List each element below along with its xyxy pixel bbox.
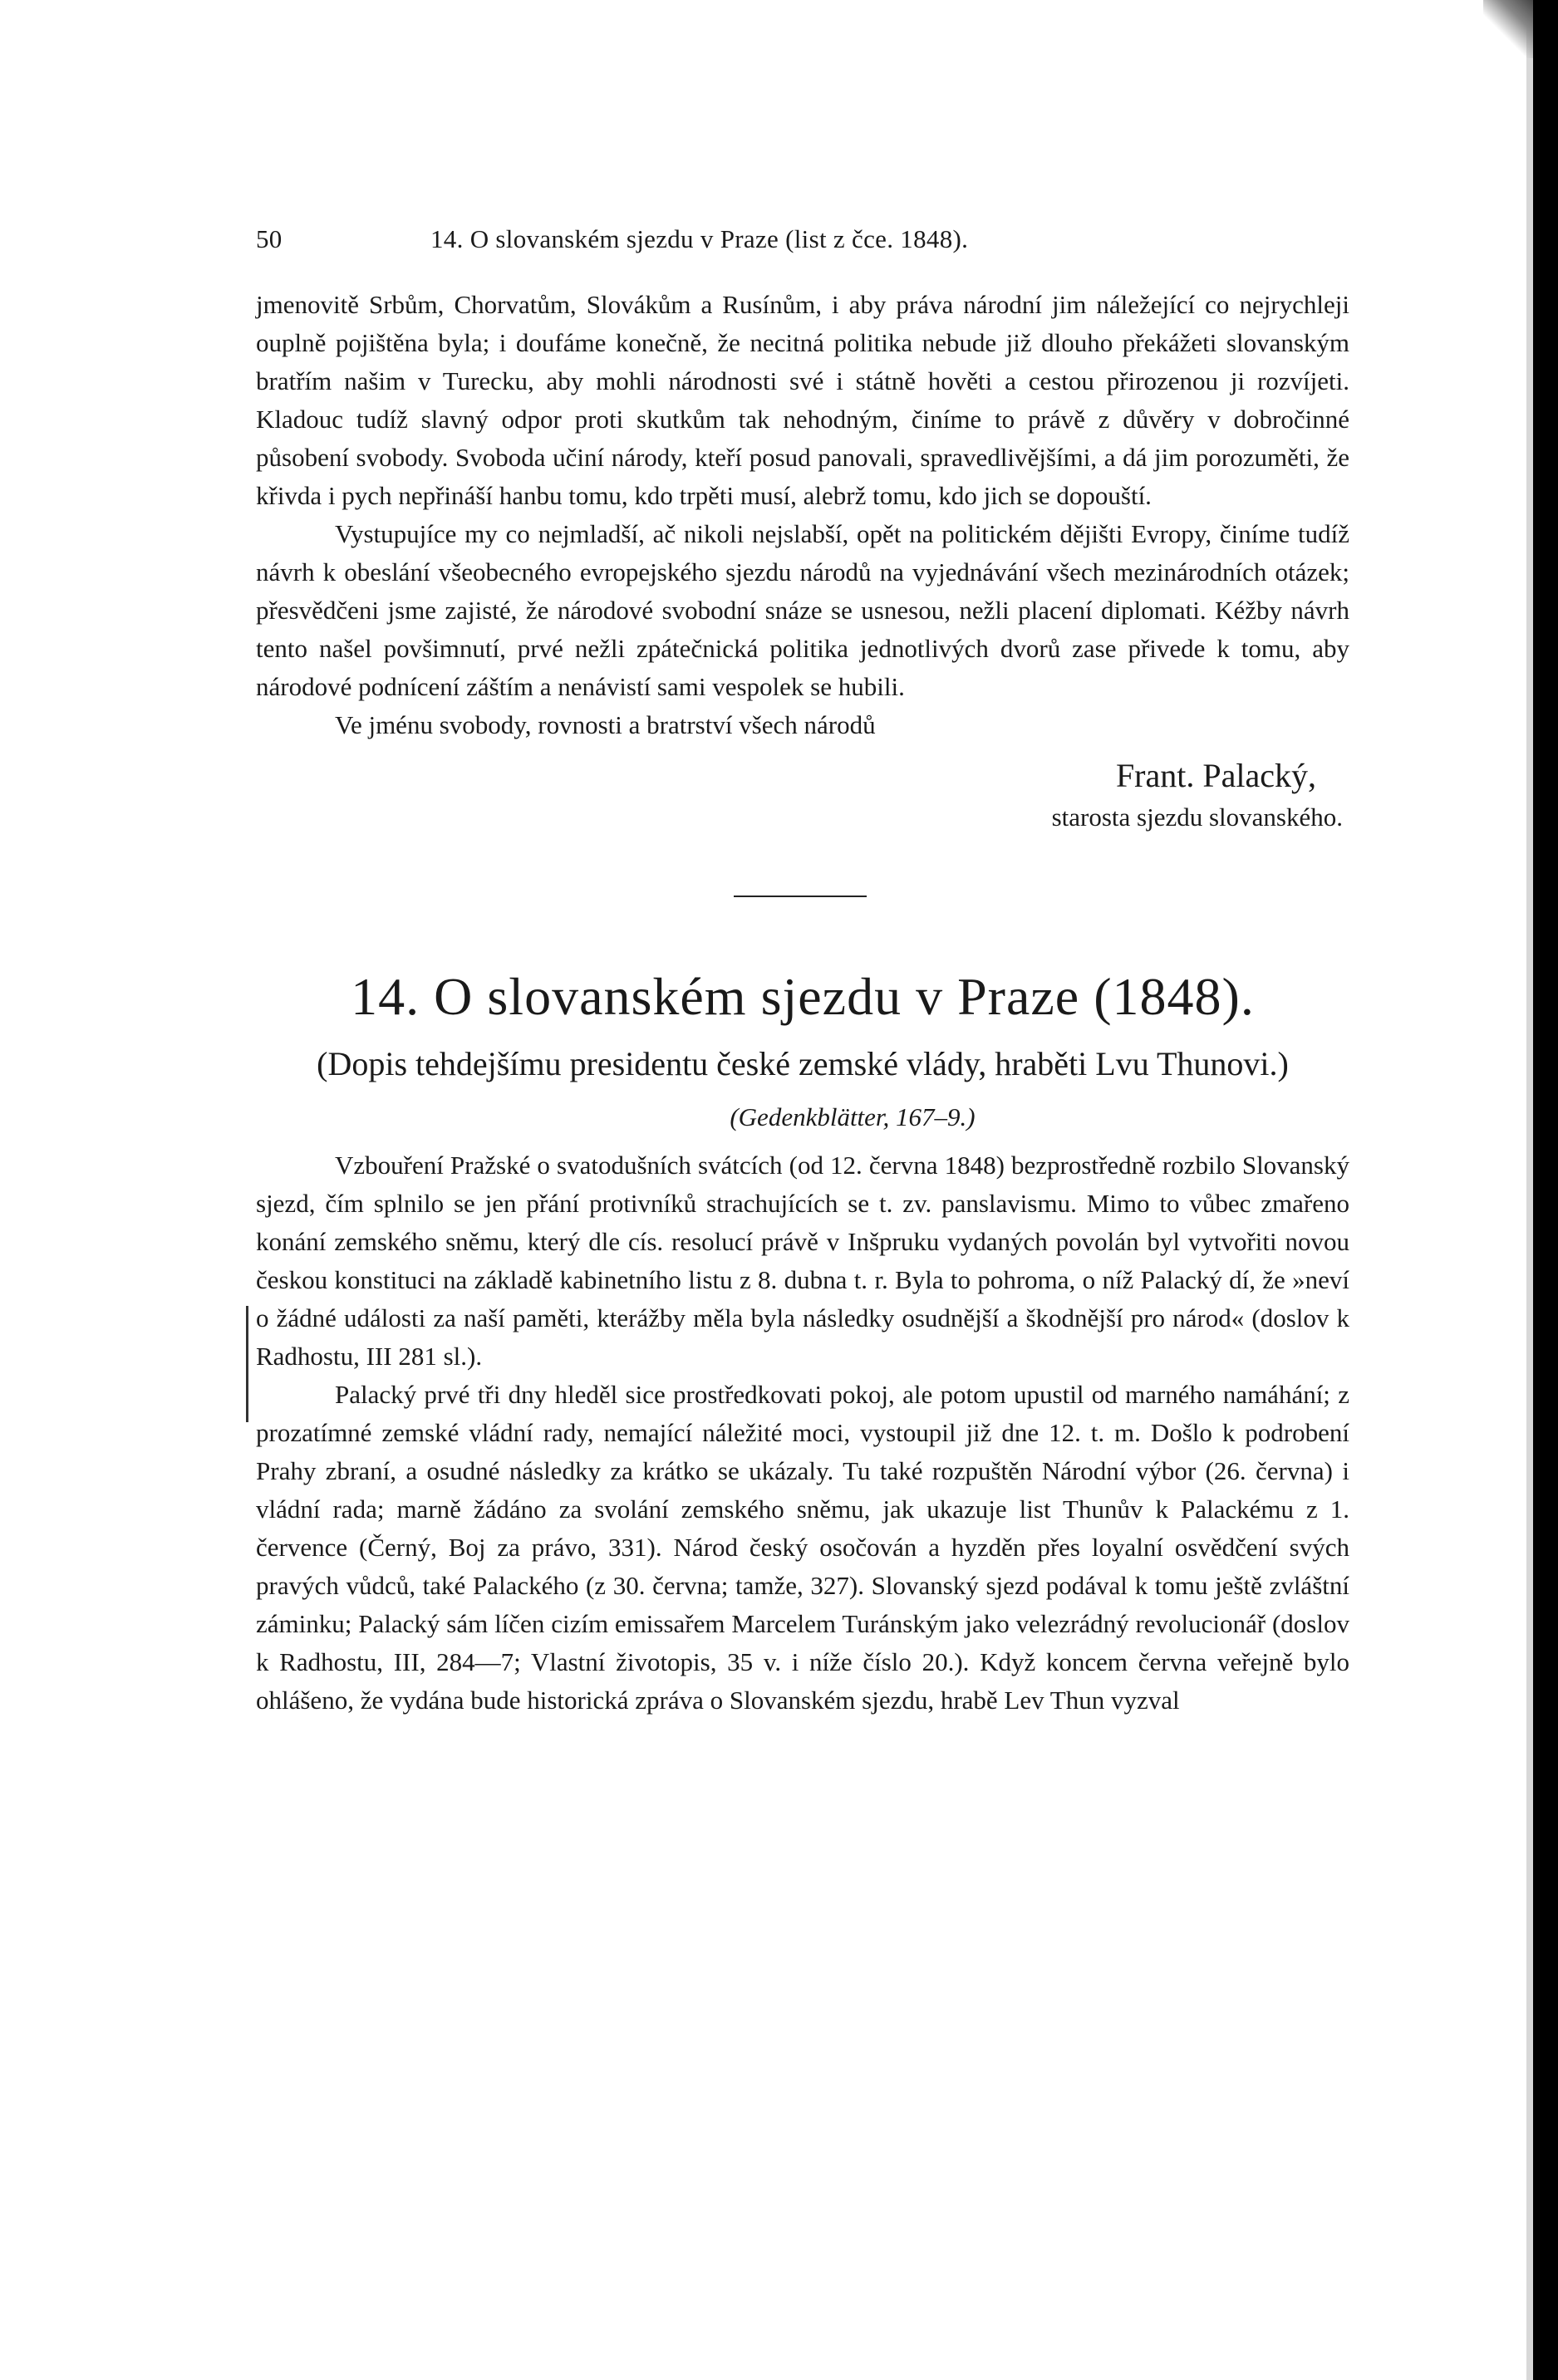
section-heading: 14. O slovanském sjezdu v Praze (1848). <box>351 967 1255 1026</box>
page-number: 50 <box>256 224 283 253</box>
margin-mark <box>246 1306 248 1422</box>
running-title: 14. O slovanském sjezdu v Praze (list z čce. 1848). <box>430 224 969 253</box>
page-content <box>256 224 1349 1720</box>
running-head <box>256 224 1349 263</box>
scan-border <box>1533 0 1558 2380</box>
section-body <box>256 1146 1349 1720</box>
letter-closing: Ve jménu svobody, rovnosti a bratrství všech národů <box>335 710 876 739</box>
letter-paragraph: jmenovitě Srbům, Chorvatům, Slovákům a Rusínům, i aby práva národní jim náležející co nejrychleji ouplně pojištěna byla; i doufáme konečně, že necitná politika nebude již dlouho překážeti slovanským bratřím našim v Turecku, aby mohli národnosti své i státně hověti a cestou přirozenou ji rozvíjeti. Kladouc tudíž slavný odpor proti skutkům tak nehodným, činíme to právě z důvěry v dobročinné působení svobody. Svoboda učiní národy, kteří posud panovali, spravedlivějšími, a dá jim porozuměti, že křivda i pych nepřináší hanbu tomu, kdo trpěti musí, alebrž tomu, kdo jich se dopouští. <box>256 290 1349 510</box>
section-subheading: (Dopis tehdejšímu presidentu české zemské vlády, hraběti Lvu Thunovi.) <box>317 1045 1289 1082</box>
signature-role: starosta sjezdu slovanského. <box>1051 802 1343 832</box>
source-citation: (Gedenkblätter, 167–9.) <box>730 1102 976 1131</box>
section-paragraph: Vzbouření Pražské o svatodušních svátcích (od 12. června 1848) bezprostředně rozbilo Slovanský sjezd, čím splnilo se jen přání protivníků strachujících se t. zv. panslavismu. Mimo to vůbec zmařeno konání zemského sněmu, který dle cís. resolucí právě v Inšpruku vydaných povolán byl vytvořiti novou českou konstituci na základě kabinetního listu z 8. dubna t. r. Byla to pohroma, o níž Palacký dí, že »neví o žádné události za naší paměti, kterážby měla byla následky osudnější a škodnější pro národ« (doslov k Radhostu, III 281 sl.). <box>256 1151 1349 1371</box>
section-divider <box>734 896 867 897</box>
page-edge-shadow <box>1526 0 1533 2380</box>
page-corner-fold <box>1483 0 1533 58</box>
letter-paragraph: Vystupujíce my co nejmladší, ač nikoli nejslabší, opět na politickém dějišti Evropy, činíme tudíž návrh k obeslání všeobecného evropejského sjezdu národů na vyjednávání všech mezinárodních otázek; přesvědčeni jsme zajisté, že národové svobodní snáze se usnesou, nežli placení diplomati. Kéžby návrh tento našel povšimnutí, prvé nežli zpátečnická politika jednotlivých dvorů zase přivede k tomu, aby národové podnícení záštím a nenávistí sami vespolek se hubili. <box>256 519 1349 701</box>
signature-name: Frant. Palacký, <box>1115 757 1316 794</box>
section-paragraph: Palacký prvé tři dny hleděl sice prostředkovati pokoj, ale potom upustil od marného namáhání; z prozatímné zemské vládní rady, nemající náležité moci, vystoupil již dne 12. t. m. Došlo k podrobení Prahy zbraní, a osudné následky za krátko se ukázaly. Tu také rozpuštěn Národní výbor (26. června) i vládní rada; marně žádáno za svolání zemského sněmu, jak ukazuje list Thunův k Palackému z 1. července (Černý, Boj za právo, 331). Národ český osočován a hyzděn přes loyalní osvědčení svých pravých vůdců, také Palackého (z 30. června; tamže, 327). Slovanský sjezd podával k tomu ještě zvláštní záminku; Palacký sám líčen cizím emissařem Marcelem Turánským jako velezrádný revolucionář (doslov k Radhostu, III, 284—7; Vlastní životopis, 35 v. i níže číslo 20.). Když koncem června veřejně bylo ohlášeno, že vydána bude historická zpráva o Slovanském sjezdu, hrabě Lev Thun vyzval <box>256 1380 1349 1715</box>
